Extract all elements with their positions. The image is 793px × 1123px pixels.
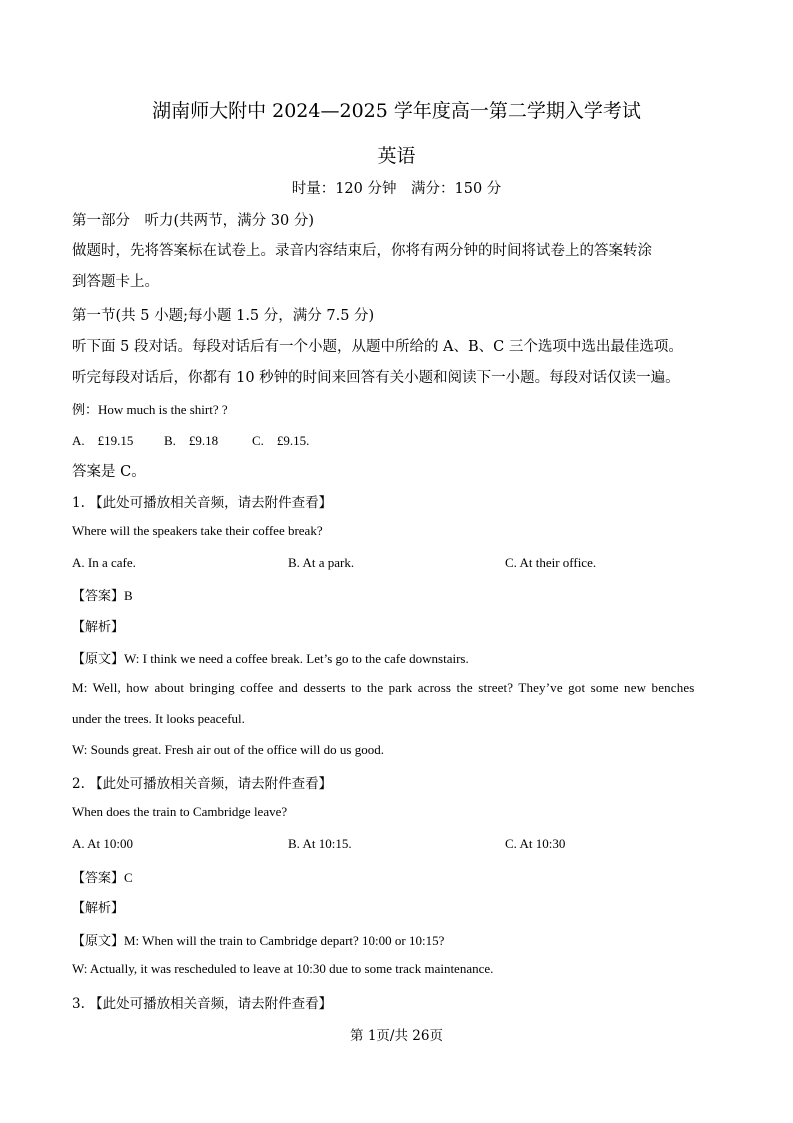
section1-instruction-line1: 听下面 5 段对话。每段对话后有一个小题，从题中所给的 A、B、C 三个选项中选出最佳选项。: [72, 339, 683, 355]
example-option-c: C. £9.15.: [252, 433, 310, 448]
example-answer: 答案是 C。: [72, 464, 146, 480]
q1-number-line[interactable]: 1. 【此处可播放相关音频，请去附件查看】: [72, 495, 333, 511]
q1-transcript-line2: M: Well, how about bringing coffee and desserts to the park across the street? They’ve got some new benches: [72, 680, 695, 695]
q1-option-c: C. At their office.: [505, 555, 597, 570]
exam-title: 湖南师大附中 2024—2025 学年度高一第二学期入学考试: [152, 100, 641, 122]
q2-number-line[interactable]: 2. 【此处可播放相关音频，请去附件查看】: [72, 776, 333, 792]
q2-option-c: C. At 10:30: [505, 836, 566, 851]
example-option-a: A. £19.15: [72, 433, 134, 448]
q1-transcript-line4: W: Sounds great. Fresh air out of the office will do us good.: [72, 742, 384, 757]
part1-heading: 第一部分 听力(共两节，满分 30 分): [72, 213, 314, 229]
q1-answer: 【答案】B: [72, 588, 133, 603]
q1-option-b: B. At a park.: [288, 555, 355, 570]
q1-question: Where will the speakers take their coffee break?: [72, 523, 323, 538]
q1-analysis-label: 【解析】: [72, 619, 125, 634]
q1-transcript-line3: under the trees. It looks peaceful.: [72, 711, 245, 726]
q2-answer: 【答案】C: [72, 870, 133, 885]
q2-question: When does the train to Cambridge leave?: [72, 804, 288, 819]
exam-subject: 英语: [377, 145, 416, 167]
page-footer: 第 1页/共 26页: [350, 1028, 443, 1044]
q2-transcript-line1: 【原文】M: When will the train to Cambridge depart? 10:00 or 10:15?: [72, 933, 445, 948]
example-option-b: B. £9.18: [164, 433, 219, 448]
part1-instruction-line1: 做题时，先将答案标在试卷上。录音内容结束后，你将有两分钟的时间将试卷上的答案转涂: [72, 243, 652, 259]
exam-time-info: 时量：120 分钟 满分：150 分: [291, 181, 502, 197]
part1-instruction-line2: 到答题卡上。: [72, 274, 159, 290]
q2-option-b: B. At 10:15.: [288, 836, 352, 851]
q2-analysis-label: 【解析】: [72, 900, 125, 915]
q1-option-a: A. In a cafe.: [72, 555, 136, 570]
q2-option-a: A. At 10:00: [72, 836, 134, 851]
q1-transcript-line1: 【原文】W: I think we need a coffee break. Let’s go to the cafe downstairs.: [72, 651, 469, 666]
q3-number-line[interactable]: 3. 【此处可播放相关音频，请去附件查看】: [72, 996, 333, 1012]
example-question: 例：How much is the shirt? ?: [72, 402, 228, 417]
section1-heading: 第一节(共 5 小题;每小题 1.5 分，满分 7.5 分): [72, 308, 375, 324]
q2-transcript-line2: W: Actually, it was rescheduled to leave at 10:30 due to some track maintenance.: [72, 961, 494, 976]
section1-instruction-line2: 听完每段对话后，你都有 10 秒钟的时间来回答有关小题和阅读下一小题。每段对话仅读一遍。: [72, 370, 680, 386]
